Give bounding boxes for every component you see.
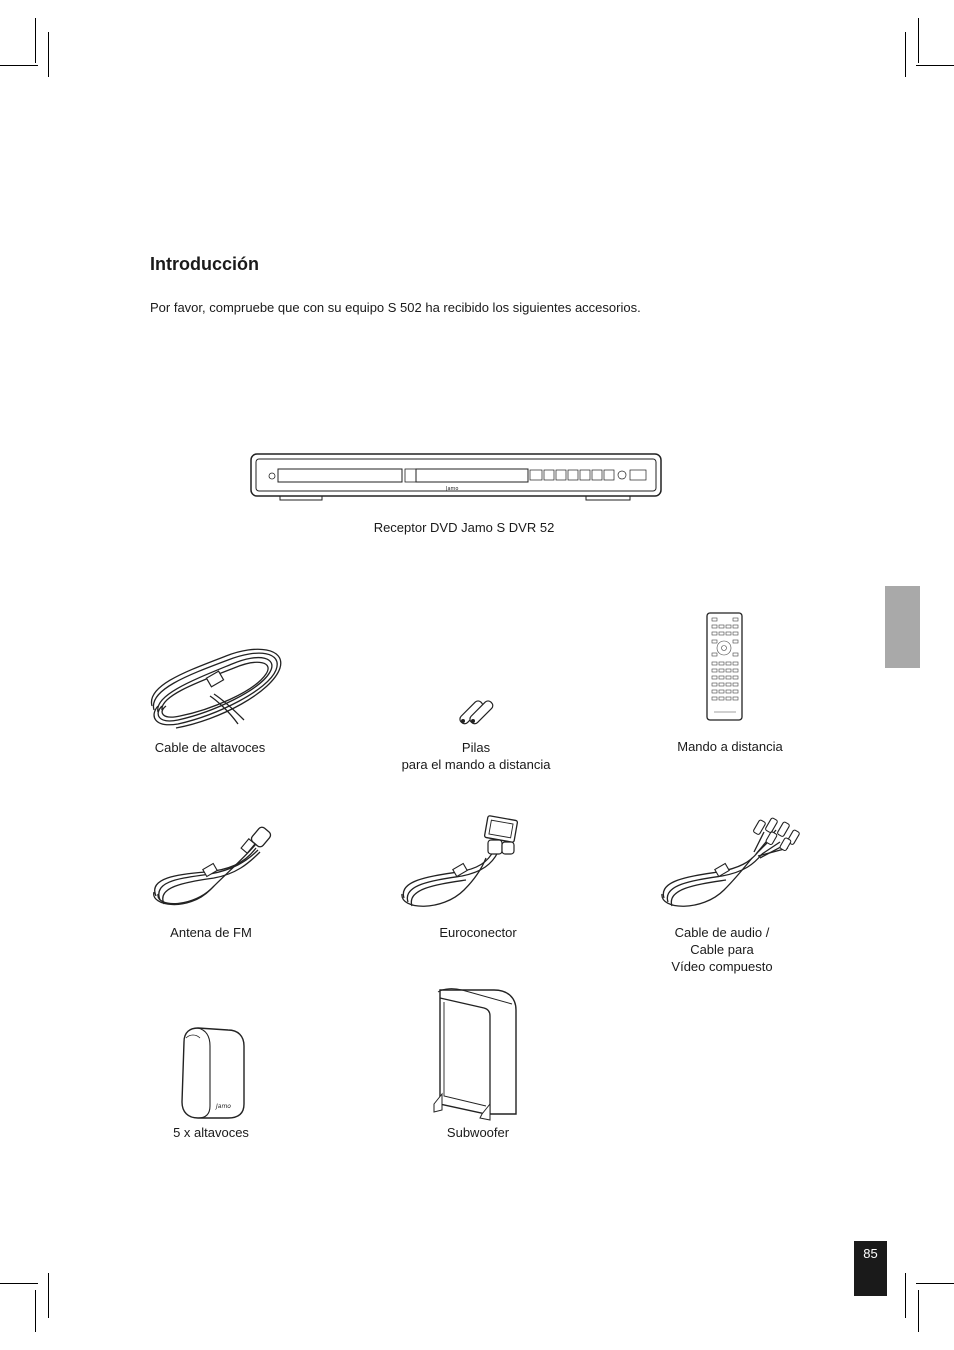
caption-subwoofer: Subwoofer [446,1125,510,1140]
caption-scart: Euroconector [439,925,517,940]
caption-speakers: 5 x altavoces [173,1125,249,1140]
batteries-drawing [455,698,499,728]
caption-batteries-line1: Pilas [461,740,491,755]
dvd-receiver-drawing [250,453,664,505]
caption-fm-antenna: Antena de FM [170,925,252,940]
subwoofer-drawing [434,986,524,1120]
caption-av-cable [642,924,802,975]
caption-av-cable-line2: Cable para [690,942,754,957]
caption-remote: Mando a distancia [677,739,783,754]
language-tab [885,586,920,668]
page-title: Introducción [150,254,259,274]
caption-batteries [376,739,576,773]
caption-batteries-line2: para el mando a distancia [401,757,551,772]
intro-text: Por favor, compruebe que con su equipo S 502 ha recibido los siguientes accesorios. [150,300,641,315]
caption-av-cable-line1: Cable de audio / [674,925,770,940]
caption-av-cable-line3: Vídeo compuesto [671,959,773,974]
caption-speaker-cable: Cable de altavoces [154,740,266,755]
av-cable-drawing [658,812,804,914]
remote-control-drawing [706,612,744,722]
svg-text:Jamo: Jamo [446,486,459,492]
svg-text:Jamo: Jamo [216,1103,231,1110]
fm-antenna-drawing [148,816,276,914]
page-number: 85 [854,1241,887,1296]
scart-cable-drawing [398,814,526,914]
caption-receiver: Receptor DVD Jamo S DVR 52 [373,520,555,535]
speaker-drawing [176,1026,248,1120]
speaker-cable-drawing [148,640,284,730]
